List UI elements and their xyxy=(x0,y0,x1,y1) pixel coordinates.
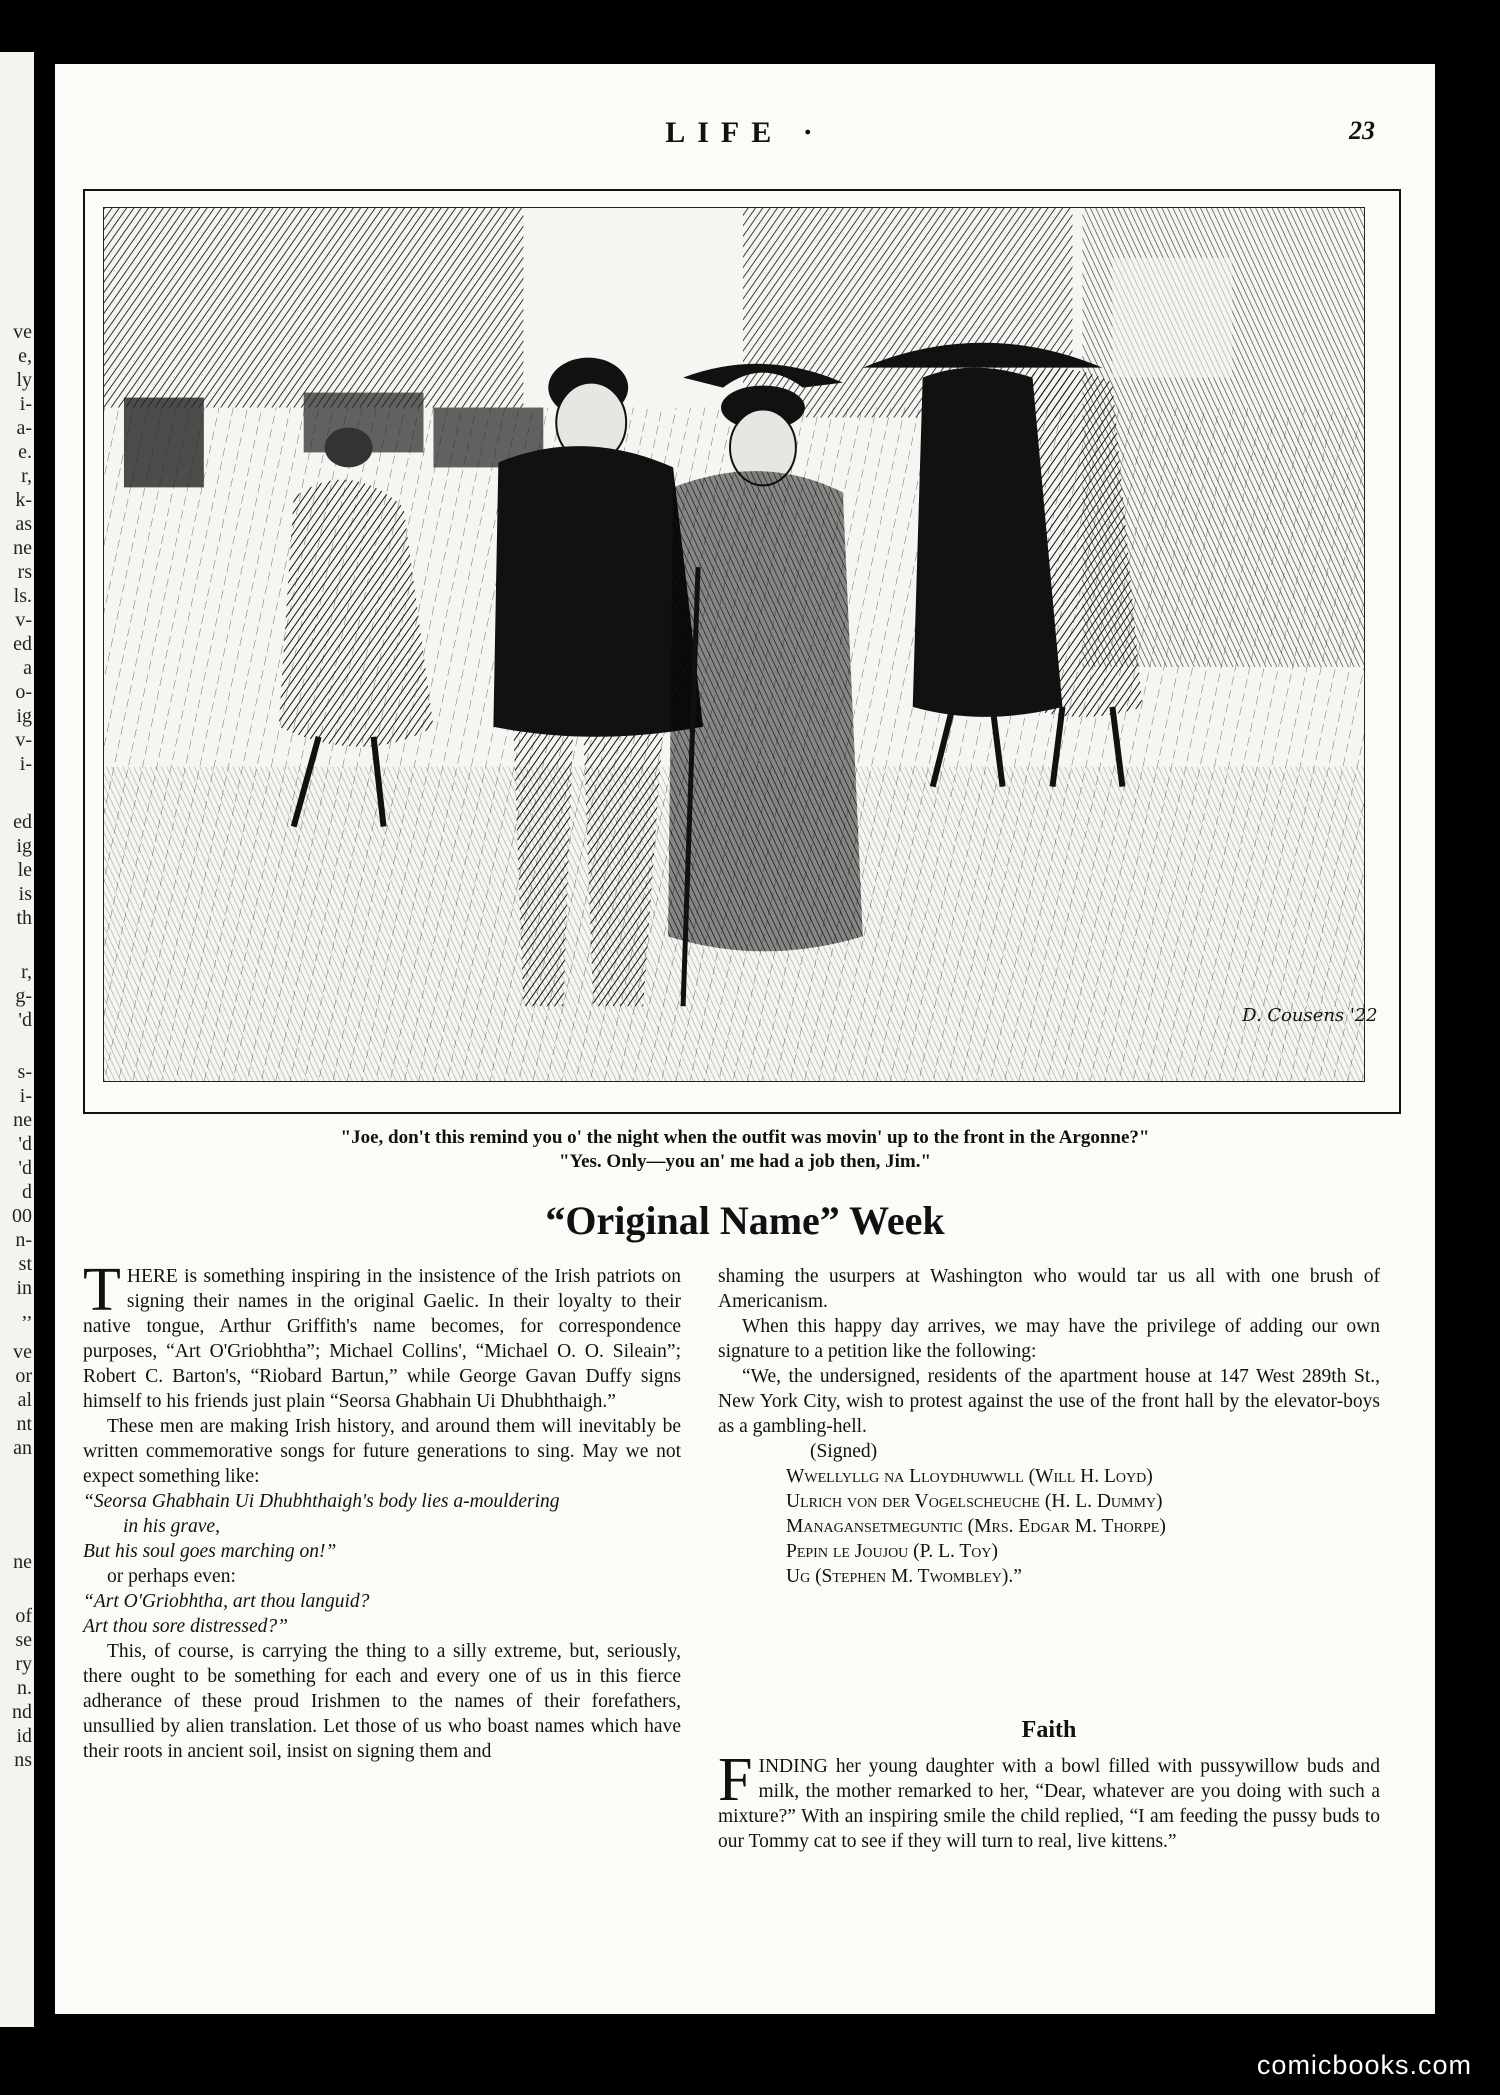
street-scene-drawing xyxy=(104,208,1378,1081)
article-column-right xyxy=(718,1264,1380,1589)
previous-page-text-fragment: ns xyxy=(14,1749,32,1771)
previous-page-text-fragment: o- xyxy=(15,681,32,703)
previous-page-text-fragment: or xyxy=(15,1365,32,1387)
previous-page-text-fragment: 'd xyxy=(18,1009,32,1031)
signed-label: (Signed) xyxy=(810,1441,878,1462)
previous-page-text-fragment: ed xyxy=(13,811,32,833)
faith-column xyxy=(718,1746,1380,1854)
previous-page-text-fragment: is xyxy=(18,883,32,905)
previous-page-text-fragment: k- xyxy=(15,489,32,511)
previous-page-text-fragment: rs xyxy=(17,561,32,583)
previous-page-text-fragment: n- xyxy=(15,1229,32,1251)
previous-page-text-fragment: v- xyxy=(15,609,32,631)
previous-page-text-fragment: th xyxy=(16,907,32,929)
faith-paragraph: FINDING her young daughter with a bowl filled with pussywillow buds and milk, the mother remarked to her, “Dear, whatever are you doing with such a mixture?” With an inspiring smile the child replied, “I am feeding the pussy buds to our Tommy cat to see if they will turn to real, live kittens.” xyxy=(718,1746,1380,1852)
article-paragraph-1: THERE is something inspiring in the insistence of the Irish patriots on signing their names in the original Gaelic. In their loyalty to their native tongue, Arthur Griffith's name becomes, for correspondence purposes, “Art O'Griobhtha”; Michael Collins', “Michael O. O. Sileain”; Robert C. Barton's, “Riobard Bartun,” while George Gavan Duffy signs himself to his friends just plain “Seorsa Ghabhain Ui Dhubhthaigh.” xyxy=(83,1256,681,1412)
previous-page-text-fragment: d xyxy=(22,1181,32,1203)
previous-page-text-fragment: of xyxy=(15,1605,32,1627)
previous-page-text-fragment: ig xyxy=(16,835,32,857)
signature-line: Managansetmeguntic (Mrs. Edgar M. Thorpe) xyxy=(786,1516,1166,1537)
page-number: 23 xyxy=(1349,116,1375,145)
previous-page-text-fragment: e, xyxy=(18,345,32,367)
signature-line: Ug (Stephen M. Twombley).” xyxy=(786,1566,1022,1587)
verse-1: “Seorsa Ghabhain Ui Dhubhthaigh's body lies a-mouldering in his grave, But his soul goes marching on!” xyxy=(83,1491,560,1562)
previous-page-text-fragment: nt xyxy=(16,1413,32,1435)
previous-page-text-fragment: ne xyxy=(13,537,32,559)
previous-page-text-fragment: in xyxy=(16,1277,32,1299)
illustration-frame xyxy=(83,189,1401,1114)
artist-signature: D. Cousens '22 xyxy=(1242,1005,1378,1027)
previous-page-text-fragment: ly xyxy=(16,369,32,391)
previous-page-text-fragment: ne xyxy=(13,1109,32,1131)
previous-page-text-fragment: e. xyxy=(18,441,32,463)
signature-line: Wwellyllg na Lloydhuwwll (Will H. Loyd) xyxy=(786,1466,1153,1487)
watermark: comicbooks.com xyxy=(1256,2050,1472,2080)
previous-page-text-fragment: r, xyxy=(21,961,32,983)
signature-list xyxy=(718,1464,1380,1589)
previous-page-text-fragment: g- xyxy=(15,985,32,1007)
drop-cap: F xyxy=(718,1746,753,1814)
drop-cap: T xyxy=(83,1256,121,1324)
previous-page-text-fragment: ,, xyxy=(22,1301,32,1323)
article-column-left xyxy=(83,1256,681,1764)
previous-page-text-fragment: al xyxy=(17,1389,32,1411)
verse-2: “Art O'Griobhtha, art thou languid? Art thou sore distressed?” xyxy=(83,1591,370,1637)
previous-page-text-fragment: le xyxy=(17,859,32,881)
signature-line: Ulrich von der Vogelscheuche (H. L. Dummy) xyxy=(786,1491,1163,1512)
previous-page-text-fragment: s- xyxy=(17,1061,32,1083)
previous-page-text-fragment: a- xyxy=(16,417,32,439)
previous-page-text-fragment: 00 xyxy=(12,1205,32,1227)
article-title: “Original Name” Week xyxy=(545,1198,945,1243)
previous-page-text-fragment: i- xyxy=(19,753,32,775)
previous-page-text-fragment: ls. xyxy=(13,585,32,607)
previous-page-text-fragment: se xyxy=(15,1629,32,1651)
previous-page-text-fragment: ve xyxy=(13,1341,32,1363)
previous-page-text-fragment: a xyxy=(23,657,32,679)
article-paragraph-3-continued: shaming the usurpers at Washington who would tar us all with one brush of Americanism. xyxy=(718,1266,1380,1312)
previous-page-text-fragment: n. xyxy=(17,1677,32,1699)
faith-title: Faith xyxy=(1021,1717,1077,1743)
article-paragraph-3: This, of course, is carrying the thing to a silly extreme, but, seriously, there ought to be something for each and every one of us in this fierce adherance of these proud Irishmen to the names of their forefathers, unsullied by alien translation. Let those of us who boast names which have their roots in ancient soil, insist on signing them and xyxy=(83,1641,681,1762)
running-head: LIFE · xyxy=(665,116,825,149)
previous-page-text-fragment: st xyxy=(18,1253,32,1275)
article-paragraph-4: When this happy day arrives, we may have the privilege of adding our own signature to a petition like the following: xyxy=(718,1316,1380,1362)
signature-line: Pepin le Joujou (P. L. Toy) xyxy=(786,1541,999,1562)
magazine-page xyxy=(55,64,1435,2014)
previous-page-text-fragment: i- xyxy=(19,1085,32,1107)
previous-page-text-fragment: i- xyxy=(19,393,32,415)
or-perhaps-line: or perhaps even: xyxy=(107,1566,236,1587)
previous-page-text-fragment: nd xyxy=(12,1701,32,1723)
previous-page-text-fragment: as xyxy=(15,513,32,535)
caption-line-2: "Yes. Only—you an' me had a job then, Jim." xyxy=(558,1151,932,1172)
previous-page-edge xyxy=(0,52,34,2027)
illustration-caption xyxy=(55,1126,1435,1174)
previous-page-text-fragment: ve xyxy=(13,321,32,343)
previous-page-text-fragment: ed xyxy=(13,633,32,655)
caption-line-1: "Joe, don't this remind you o' the night when the outfit was movin' up to the front in the Argonne?" xyxy=(340,1127,1150,1148)
previous-page-text-fragment: ig xyxy=(16,705,32,727)
previous-page-text-fragment: ry xyxy=(15,1653,32,1675)
previous-page-text-fragment: an xyxy=(13,1437,32,1459)
article-paragraph-5: “We, the undersigned, residents of the apartment house at 147 West 289th St., New York City, wish to protest against the use of the front hall by the elevator-boys as a gambling-hell. xyxy=(718,1366,1380,1437)
previous-page-text-fragment: id xyxy=(16,1725,32,1747)
previous-page-text-fragment: ne xyxy=(13,1551,32,1573)
previous-page-text-fragment: r, xyxy=(21,465,32,487)
article-paragraph-2: These men are making Irish history, and around them will inevitably be written commemorative songs for future generations to sing. May we not expect something like: xyxy=(83,1416,681,1487)
previous-page-text-fragment: v- xyxy=(15,729,32,751)
previous-page-text-fragment: 'd xyxy=(18,1133,32,1155)
pen-ink-illustration xyxy=(103,207,1378,1082)
previous-page-text-fragment: 'd xyxy=(18,1157,32,1179)
